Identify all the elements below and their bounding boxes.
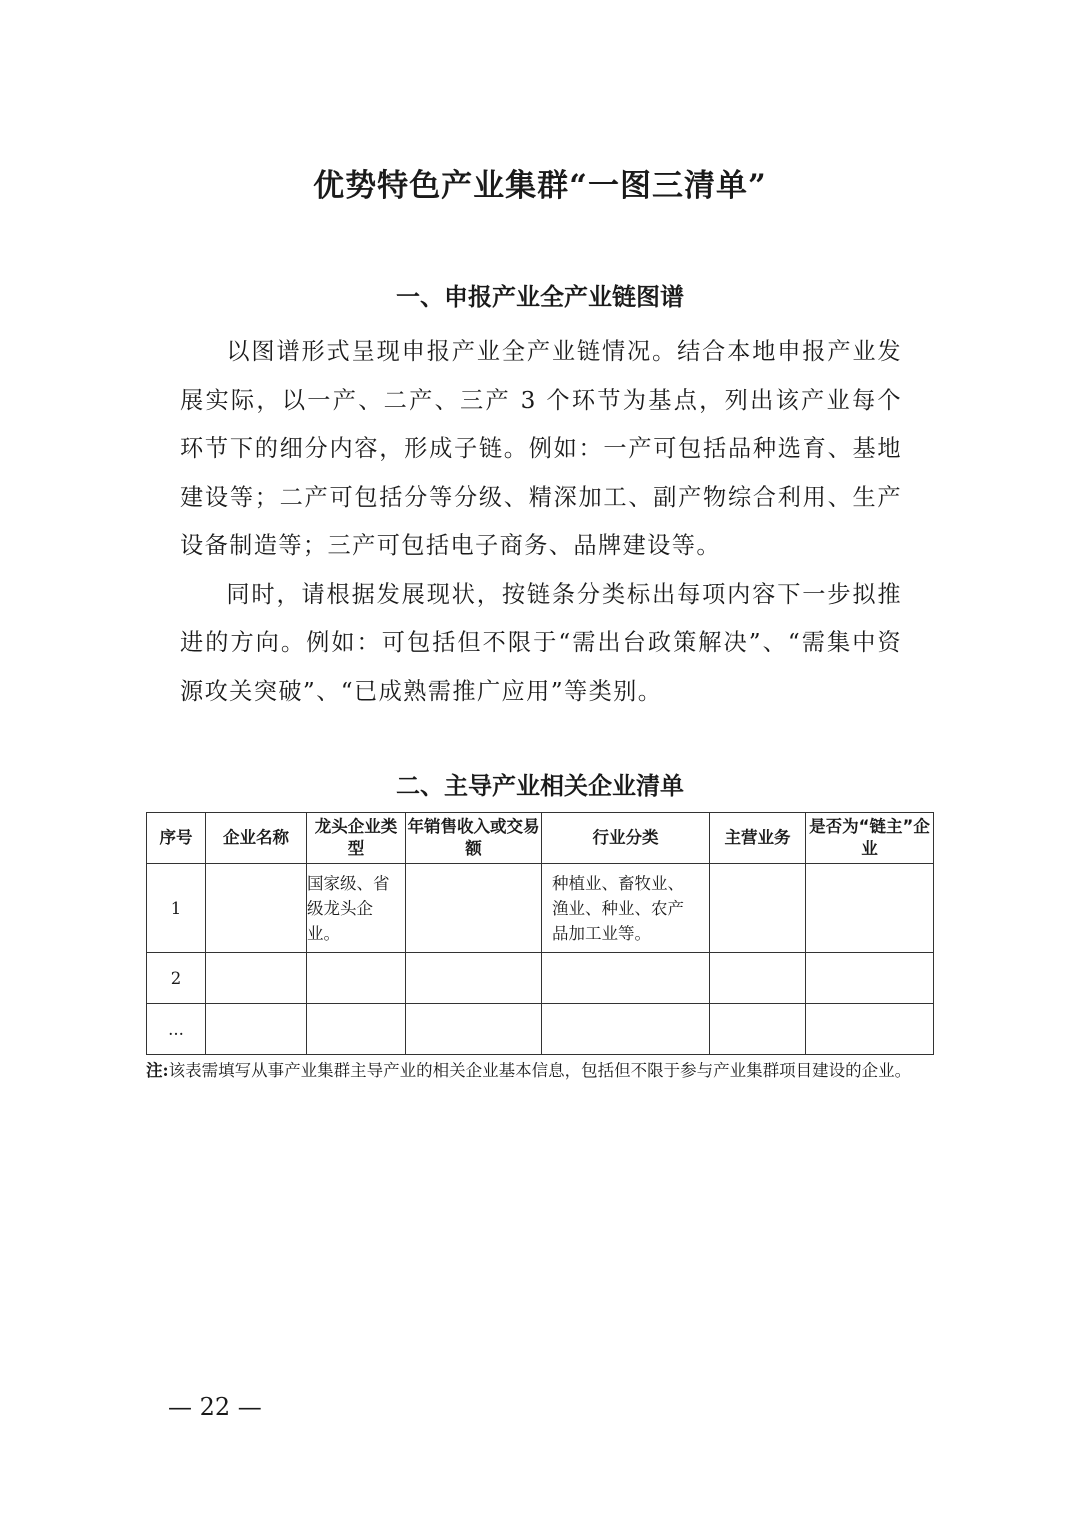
table-cell — [307, 953, 406, 1004]
table-cell: 2 — [147, 953, 206, 1004]
table-cell — [206, 864, 307, 953]
note-label: 注: — [146, 1061, 169, 1080]
column-header: 主营业务 — [710, 813, 806, 864]
page-title: 优势特色产业集群“一图三清单” — [313, 168, 767, 204]
column-header: 龙头企业类型 — [307, 813, 406, 864]
enterprise-list-table — [146, 812, 934, 1055]
table-cell — [806, 1004, 934, 1055]
table-note — [146, 1057, 936, 1084]
table-cell — [406, 953, 542, 1004]
table-cell — [542, 1004, 710, 1055]
table-cell: 种植业、畜牧业、渔业、种业、农产品加工业等。 — [542, 864, 710, 953]
section-2-heading: 二、主导产业相关企业清单 — [396, 772, 684, 800]
table-cell: 1 — [147, 864, 206, 953]
table-cell — [406, 864, 542, 953]
column-header: 年销售收入或交易额 — [406, 813, 542, 864]
table-header-row — [147, 813, 934, 864]
column-header: 企业名称 — [206, 813, 307, 864]
table-cell: 国家级、省级龙头企业。 — [307, 864, 406, 953]
table-cell — [542, 953, 710, 1004]
section-1-heading: 一、申报产业全产业链图谱 — [396, 283, 684, 311]
page-number: — 22 — — [168, 1393, 262, 1421]
table-cell — [710, 953, 806, 1004]
column-header: 序号 — [147, 813, 206, 864]
table-row — [147, 953, 934, 1004]
table-cell — [806, 864, 934, 953]
table-cell — [806, 953, 934, 1004]
table-cell — [710, 864, 806, 953]
table-cell: ... — [147, 1004, 206, 1055]
table-cell — [307, 1004, 406, 1055]
table-cell — [406, 1004, 542, 1055]
paragraph: 同时，请根据发展现状，按链条分类标出每项内容下一步拟推进的方向。例如：可包括但不限于“需出台政策解决”、“需集中资源攻关突破”、“已成熟需推广应用”等类别。 — [180, 580, 902, 705]
section-1-body — [180, 328, 902, 716]
table-row — [147, 1004, 934, 1055]
paragraph: 以图谱形式呈现申报产业全产业链情况。结合本地申报产业发展实际，以一产、二产、三产 3 个环节为基点，列出该产业每个环节下的细分内容，形成子链。例如：一产可包括品种选育、基地建设等；二产可包括分等分级、精深加工、副产物综合利用、生产设备制造等；三产可包括电子商务、品牌建设等。 — [180, 338, 902, 559]
table-cell — [206, 1004, 307, 1055]
table-cell — [206, 953, 307, 1004]
column-header: 行业分类 — [542, 813, 710, 864]
table-row — [147, 864, 934, 953]
note-text: 该表需填写从事产业集群主导产业的相关企业基本信息，包括但不限于参与产业集群项目建设的企业。 — [168, 1061, 912, 1080]
column-header: 是否为“链主”企业 — [806, 813, 934, 864]
table-cell — [710, 1004, 806, 1055]
